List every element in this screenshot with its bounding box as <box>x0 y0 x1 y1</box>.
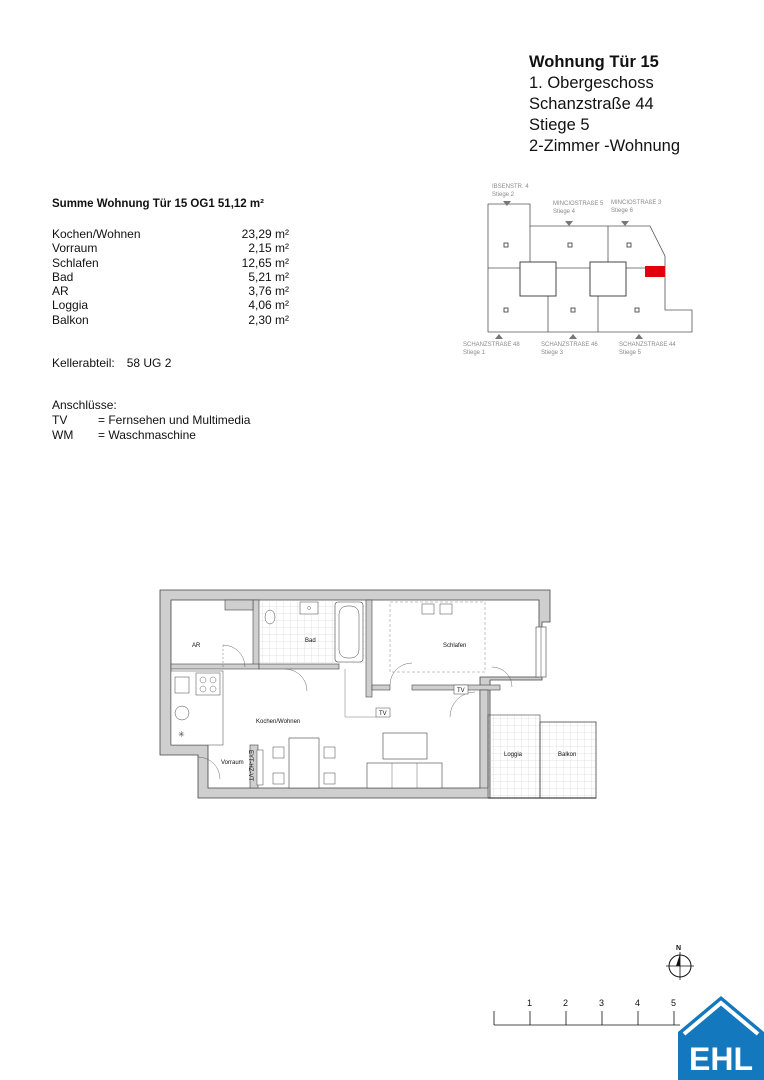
apartment-header <box>529 52 680 157</box>
site-label: Stiege 1 <box>463 350 486 356</box>
distribution-box <box>257 750 263 785</box>
north-arrow <box>660 940 700 985</box>
entrance-arrow <box>635 334 643 339</box>
room-name: Kochen/Wohnen <box>52 227 141 241</box>
legend-code: WM <box>52 428 74 442</box>
scale-bar <box>490 995 690 1031</box>
room-label-loggia: Loggia <box>504 752 523 758</box>
scale-tick: 1 <box>527 998 533 1008</box>
site-label: Stiege 6 <box>611 208 634 214</box>
closet-label: EYT-HZ-VT <box>247 750 253 781</box>
connections-title: Anschlüsse: <box>52 398 117 412</box>
legend-desc: = Fernsehen und Multimedia <box>98 413 251 427</box>
entrance-arrow <box>565 221 573 226</box>
room-label-schlafen: Schlafen <box>443 643 467 649</box>
scale-tick: 3 <box>599 998 605 1008</box>
coffee-table <box>383 733 427 759</box>
wall <box>259 664 339 669</box>
room-label-ar: AR <box>192 643 201 649</box>
site-label: Stiege 3 <box>541 350 564 356</box>
site-label: IBSENSTR. 4 <box>492 184 529 190</box>
site-label: MINCIOSTRAßE 3 <box>611 200 662 206</box>
entrance-arrow <box>569 334 577 339</box>
area-row <box>52 256 289 270</box>
legend-code: TV <box>52 413 68 427</box>
address-line: Schanzstraße 44 <box>529 95 654 113</box>
room-name: Balkon <box>52 312 89 327</box>
wall <box>171 664 259 669</box>
stair-line: Stiege 5 <box>529 116 590 134</box>
entrance-arrow <box>495 334 503 339</box>
stair-marker <box>635 308 639 312</box>
legend-row <box>52 428 250 443</box>
floor-plan <box>150 585 610 810</box>
room-name: AR <box>52 284 69 299</box>
room-area: 4,06 m² <box>248 298 289 313</box>
entrance-arrow <box>621 221 629 226</box>
area-row <box>52 313 289 327</box>
room-area: 2,15 m² <box>248 241 289 256</box>
logo-text: EHL <box>689 1041 753 1077</box>
legend-desc: = Waschmaschine <box>98 428 196 442</box>
wall <box>225 600 253 610</box>
stair-marker <box>504 308 508 312</box>
door-swing <box>450 692 475 717</box>
site-label: Stiege 2 <box>492 192 515 198</box>
sofa <box>367 763 442 788</box>
area-list <box>52 227 289 327</box>
dining-table <box>289 738 319 788</box>
wall <box>480 690 488 788</box>
scale-tick: 4 <box>635 998 641 1008</box>
sink-symbol: ✳ <box>178 730 185 739</box>
area-row <box>52 227 289 241</box>
entrance-arrow <box>503 201 511 206</box>
apartment-title: Wohnung Tür 15 <box>529 53 659 71</box>
room-name: Vorraum <box>52 241 98 256</box>
toilet <box>265 610 275 624</box>
room-area: 12,65 m² <box>241 255 289 270</box>
room-label-bad: Bad <box>305 638 316 644</box>
ehl-logo <box>678 996 764 1080</box>
tv-label: TV <box>379 711 387 717</box>
stair-marker <box>627 243 631 247</box>
door-swing <box>285 669 307 691</box>
room-name: Bad <box>52 269 74 284</box>
stair-marker <box>568 243 572 247</box>
site-label: MINCIOSTRAßE 5 <box>553 201 604 207</box>
double-bed <box>390 602 485 672</box>
room-label-kochen: Kochen/Wohnen <box>256 719 301 725</box>
stair-core <box>520 262 556 296</box>
legend-row <box>52 413 250 428</box>
site-label: SCHANZSTRAßE 46 <box>541 342 598 348</box>
floor-line: 1. Obergeschoss <box>529 74 654 92</box>
washbasin <box>300 602 318 614</box>
site-label: SCHANZSTRAßE 44 <box>619 342 676 348</box>
balcony <box>540 722 596 798</box>
site-plan <box>460 180 700 365</box>
connections-legend <box>52 398 250 443</box>
room-label-vorraum: Vorraum <box>221 760 244 766</box>
area-row <box>52 298 289 312</box>
stair-marker <box>504 243 508 247</box>
cellar-label: Kellerabteil: <box>52 356 115 370</box>
door-swing <box>390 663 412 685</box>
north-label: N <box>676 945 682 952</box>
cellar-info <box>52 356 171 370</box>
room-area: 2,30 m² <box>248 312 289 327</box>
area-row <box>52 270 289 284</box>
area-row <box>52 284 289 298</box>
summary-title: Summe Wohnung Tür 15 OG1 51,12 m² <box>52 198 264 210</box>
apartment-highlight <box>645 266 665 277</box>
site-label: Stiege 4 <box>553 209 576 215</box>
stair-core <box>590 262 626 296</box>
type-line: 2-Zimmer -Wohnung <box>529 137 680 155</box>
wall <box>372 685 390 690</box>
room-area: 5,21 m² <box>248 269 289 284</box>
area-row <box>52 241 289 255</box>
site-label: Stiege 5 <box>619 350 642 356</box>
room-area: 23,29 m² <box>241 227 289 241</box>
room-area: 3,76 m² <box>248 284 289 299</box>
room-name: Loggia <box>52 298 89 313</box>
tv-label: TV <box>457 688 465 694</box>
stair-marker <box>571 308 575 312</box>
room-label-balkon: Balkon <box>558 752 577 758</box>
site-label: SCHANZSTRAßE 48 <box>463 342 520 348</box>
wall <box>253 600 259 667</box>
scale-tick: 2 <box>563 998 569 1008</box>
room-name: Schlafen <box>52 255 99 270</box>
scale-tick: 5 <box>671 998 677 1008</box>
wall <box>366 600 372 697</box>
cellar-value: 58 UG 2 <box>126 356 172 370</box>
